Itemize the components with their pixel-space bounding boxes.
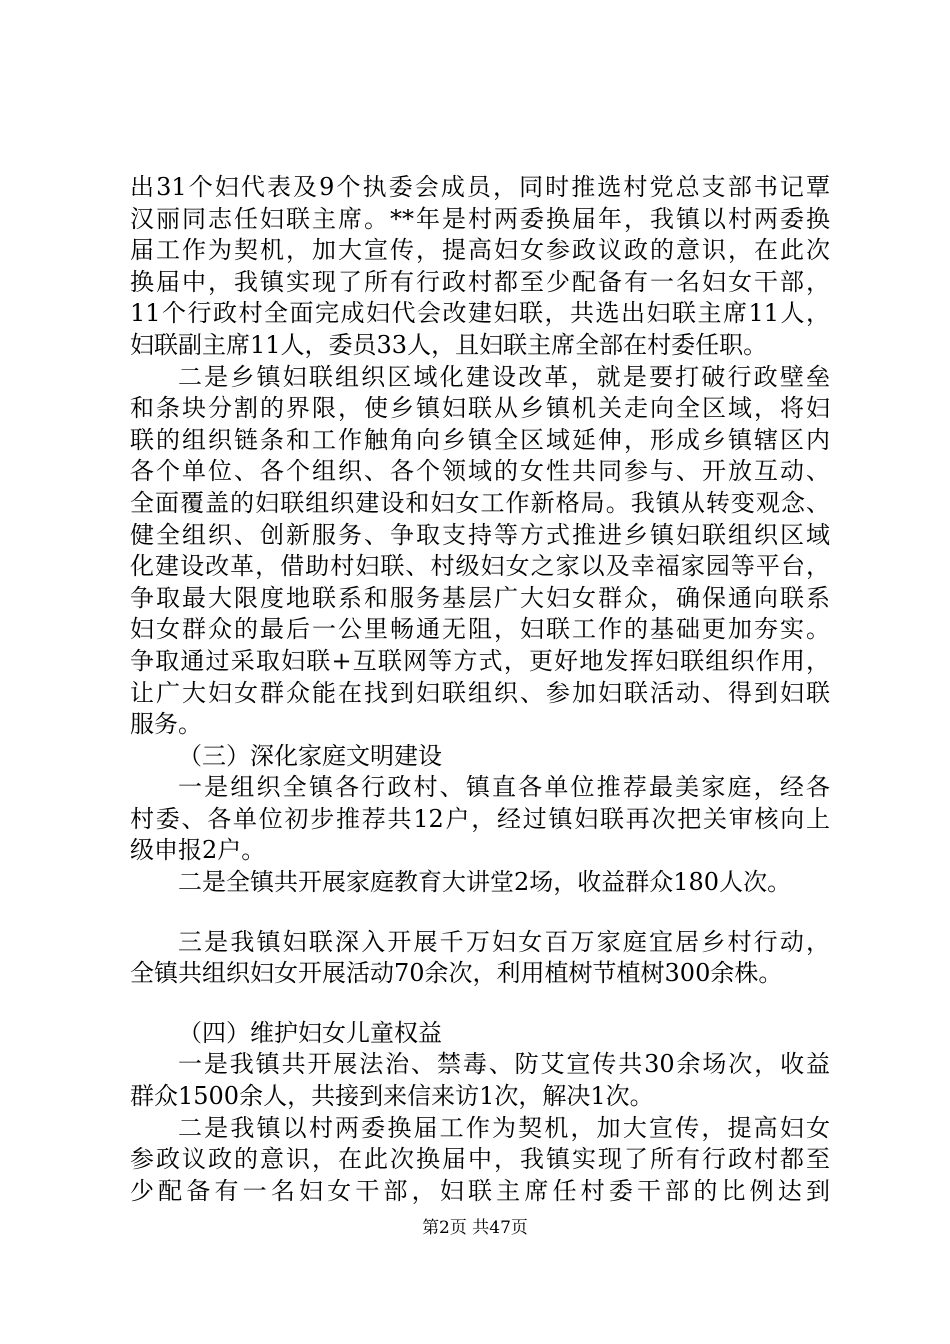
text-line: 妇女群众的最后一公里畅通无阻，妇联工作的基础更加夯实。 bbox=[130, 615, 830, 644]
page-footer: 第2页 共47页 bbox=[422, 1218, 528, 1238]
section-heading: （四）维护妇女儿童权益 bbox=[178, 1018, 442, 1047]
section-heading: （三）深化家庭文明建设 bbox=[178, 741, 442, 770]
text-line: 二是全镇共开展家庭教育大讲堂2场，收益群众180人次。 bbox=[178, 868, 792, 897]
text-line: 二是乡镇妇联组织区域化建设改革，就是要打破行政壁垒 bbox=[178, 362, 830, 391]
text-line: 一是我镇共开展法治、禁毒、防艾宣传共30余场次，收益 bbox=[178, 1050, 830, 1079]
text-line: 让广大妇女群众能在找到妇联组织、参加妇联活动、得到妇联 bbox=[130, 678, 830, 707]
paragraph-gap bbox=[130, 899, 830, 927]
text-line: 二是我镇以村两委换届工作为契机，加大宣传，提高妇女 bbox=[178, 1113, 830, 1142]
text-line: 各个单位、各个组织、各个领域的女性共同参与、开放互动、 bbox=[130, 457, 830, 486]
text-line: 换届中，我镇实现了所有行政村都至少配备有一名妇女干部， bbox=[130, 267, 830, 296]
paragraph-gap bbox=[130, 990, 830, 1018]
text-line: 11个行政村全面完成妇代会改建妇联，共选出妇联主席11人， bbox=[130, 299, 830, 328]
text-line: 参政议政的意识，在此次换届中，我镇实现了所有行政村都至 bbox=[130, 1145, 830, 1174]
text-line: 群众1500余人，共接到来信来访1次，解决1次。 bbox=[130, 1082, 654, 1111]
text-line: 出31个妇代表及9个执委会成员，同时推选村党总支部书记覃 bbox=[130, 173, 830, 201]
text-line: 汉丽同志任妇联主席。**年是村两委换届年，我镇以村两委换 bbox=[130, 204, 830, 233]
text-line: 级申报2户。 bbox=[130, 836, 266, 865]
text-line: 全镇共组织妇女开展活动70余次，利用植树节植树300余株。 bbox=[130, 959, 783, 988]
text-line: 联的组织链条和工作触角向乡镇全区域延伸，形成乡镇辖区内 bbox=[130, 425, 830, 454]
text-line: 一是组织全镇各行政村、镇直各单位推荐最美家庭，经各 bbox=[178, 773, 830, 802]
text-line: 妇联副主席11人，委员33人，且妇联主席全部在村委任职。 bbox=[130, 330, 768, 359]
text-line: 三是我镇妇联深入开展千万妇女百万家庭宜居乡村行动， bbox=[178, 927, 830, 956]
text-line: 化建设改革，借助村妇联、村级妇女之家以及幸福家园等平台， bbox=[130, 552, 830, 581]
text-line: 争取通过采取妇联+互联网等方式，更好地发挥妇联组织作用， bbox=[130, 646, 830, 675]
text-line: 服务。 bbox=[130, 710, 202, 739]
text-line: 村委、各单位初步推荐共12户，经过镇妇联再次把关审核向上 bbox=[130, 804, 830, 833]
text-line: 争取最大限度地联系和服务基层广大妇女群众，确保通向联系 bbox=[130, 583, 830, 612]
body-text bbox=[130, 172, 830, 1207]
text-line: 届工作为契机，加大宣传，提高妇女参政议政的意识，在此次 bbox=[130, 236, 830, 265]
text-line: 健全组织、创新服务、争取支持等方式推进乡镇妇联组织区域 bbox=[130, 520, 830, 549]
text-line: 全面覆盖的妇联组织建设和妇女工作新格局。我镇从转变观念、 bbox=[130, 488, 830, 517]
text-line: 和条块分割的界限，使乡镇妇联从乡镇机关走向全区域，将妇 bbox=[130, 394, 830, 423]
text-line: 少配备有一名妇女干部，妇联主席任村委干部的比例达到 bbox=[130, 1176, 830, 1205]
